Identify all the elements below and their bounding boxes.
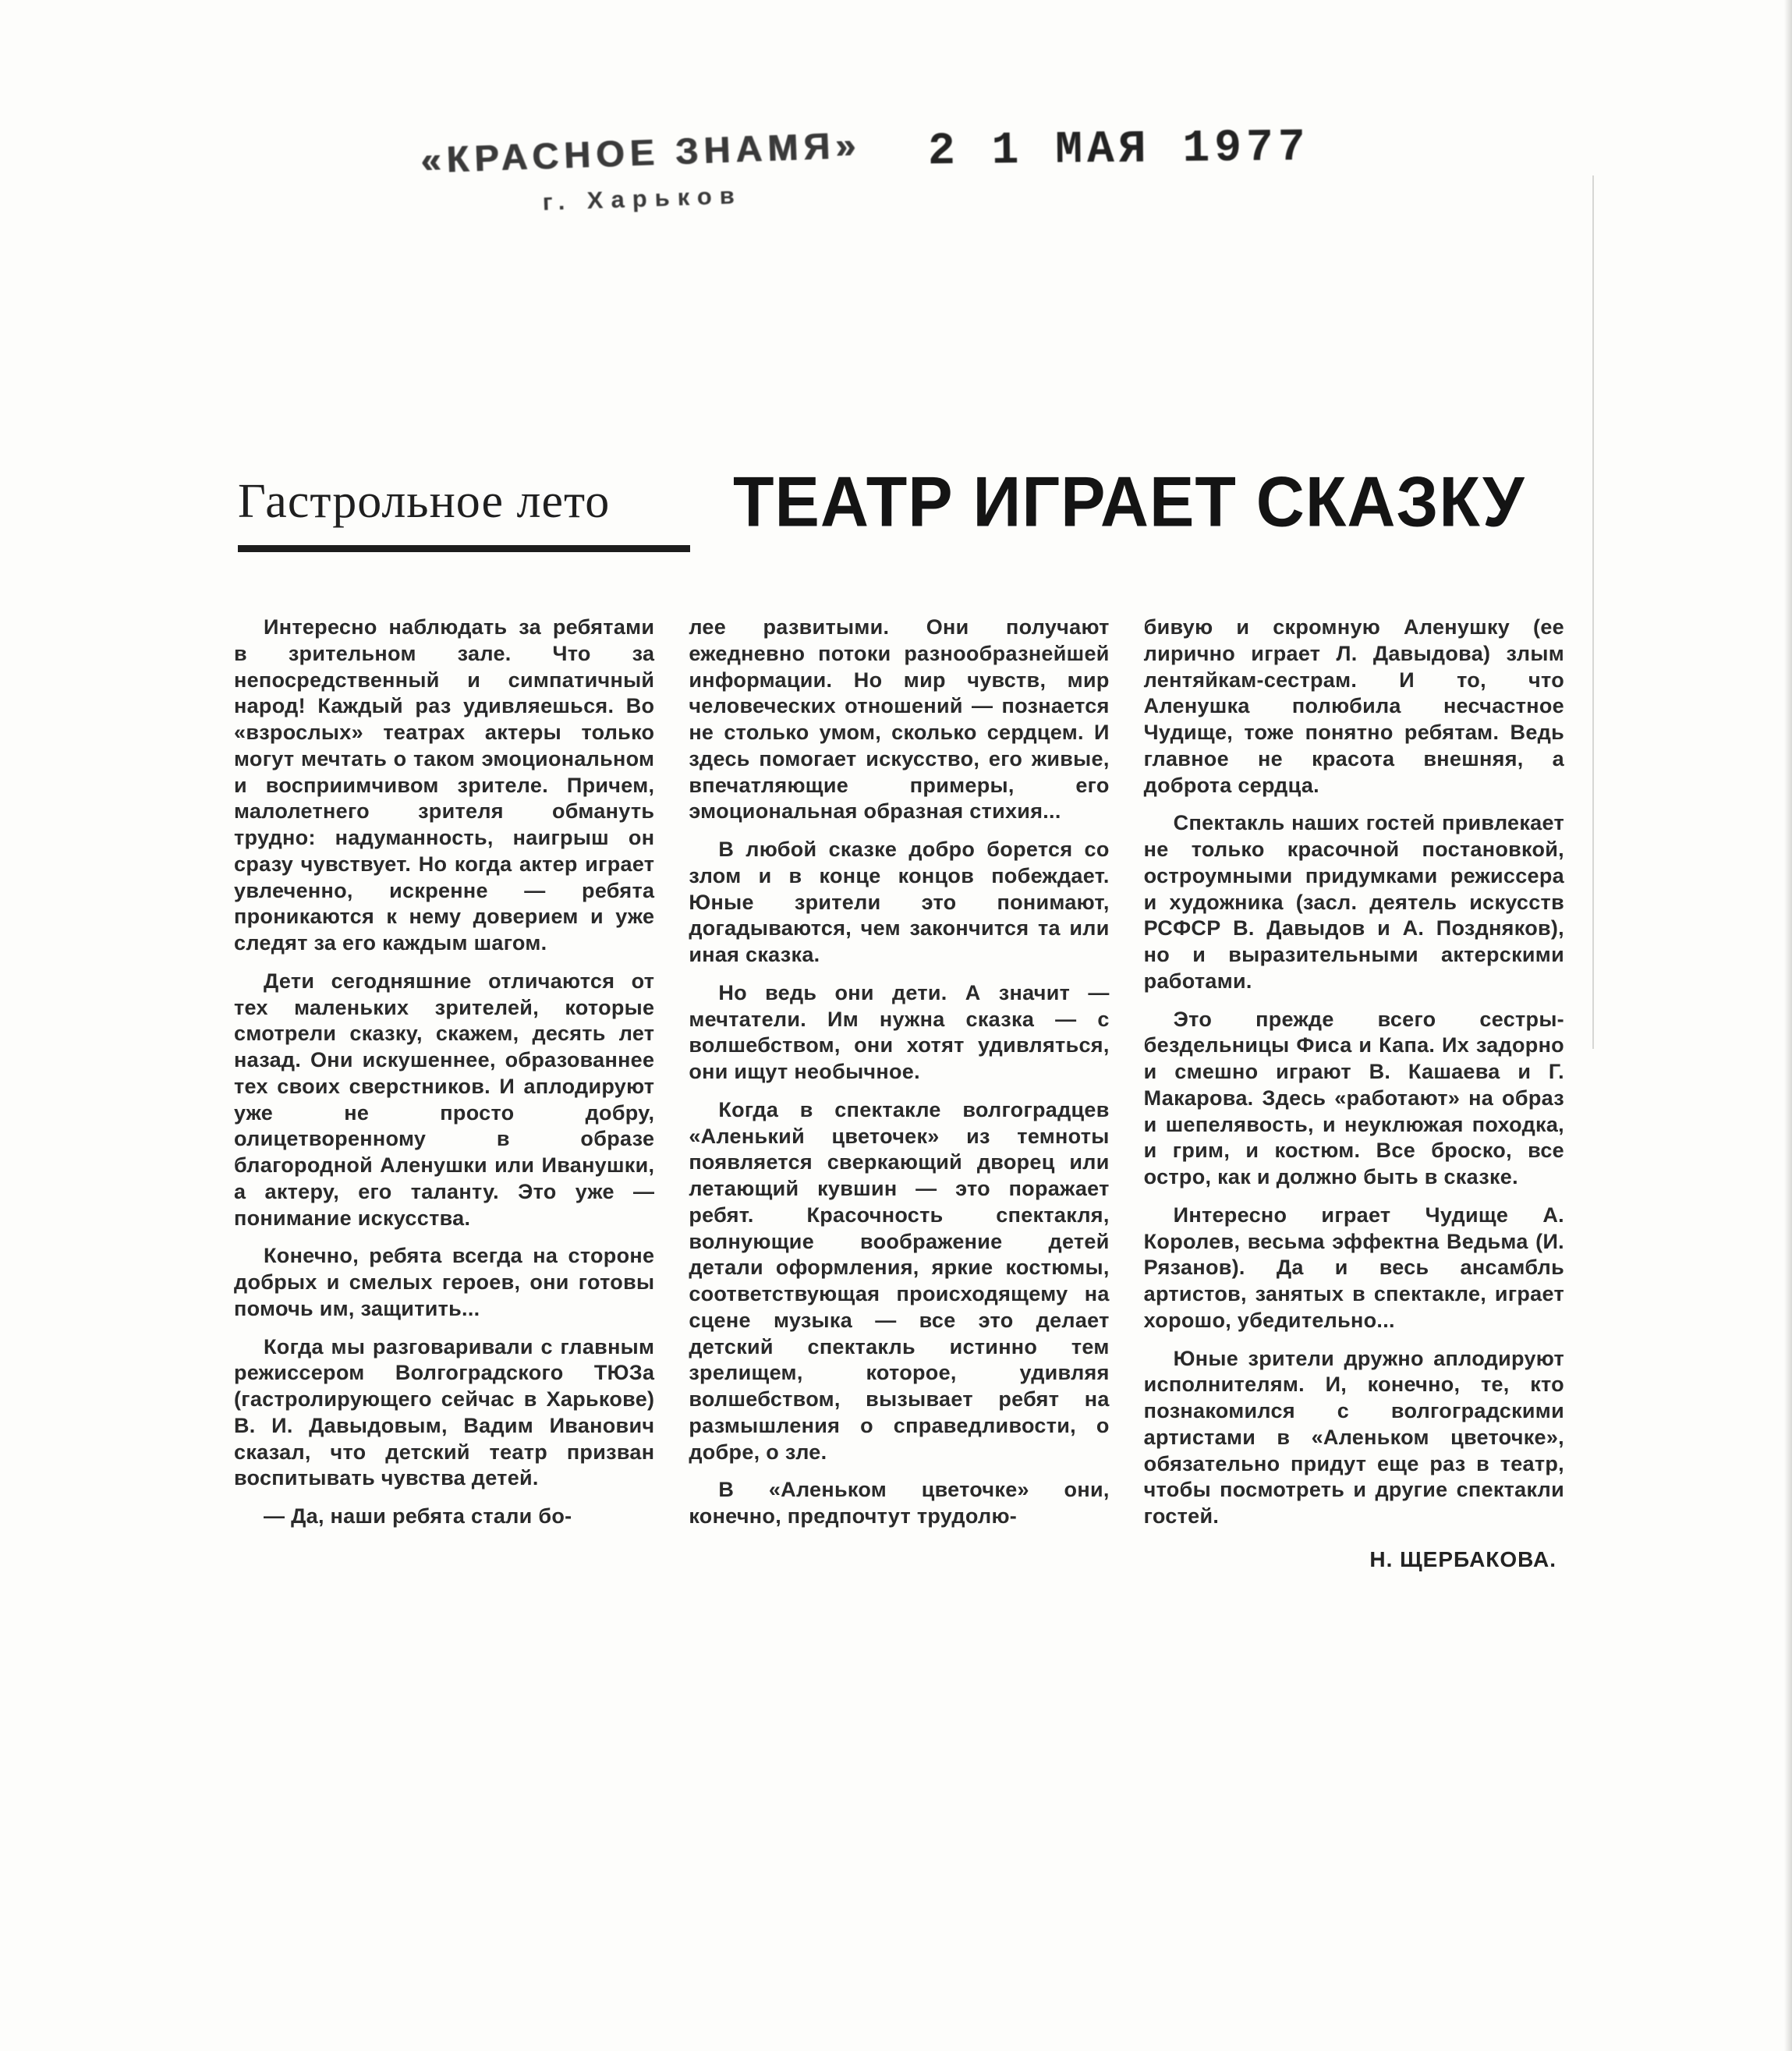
kicker-text: Гастрольное лето xyxy=(238,475,611,528)
paragraph: Когда мы разговаривали с главным режиссером Волгоградского ТЮЗа (гастролирующего сейчас в Харькове) В. И. Давыдовым, Вадим Иванович сказал, что детский театр призван воспитывать чувства детей. xyxy=(234,1334,655,1490)
paragraph: В «Аленьком цветочке» они, конечно, предпочтут трудолю- xyxy=(689,1478,1110,1528)
article-column-3 xyxy=(1144,615,1564,1572)
stamp-city: г. Харьков xyxy=(542,181,743,216)
paragraph: Юные зрители дружно аплодируют исполнителям. И, конечно, те, кто познакомился с волгоградскими артистами в «Аленьком цветочке», обязательно придут еще раз в театр, чтобы посмотреть и другие спектакли гостей. xyxy=(1143,1346,1564,1528)
paragraph: Интересно играет Чудище А. Королев, весьма эффектна Ведьма (И. Рязанов). Да и весь ансамбль артистов, занятых в спектакле, играет хорошо, убедительно... xyxy=(1143,1203,1564,1332)
section-kicker xyxy=(238,474,690,552)
paragraph: Дети сегодняшние отличаются от тех маленьких зрителей, которые смотрели сказку, скажем, десять лет назад. Они искушеннее, образованнее тех своих сверстников. И аплодируют уже не просто добру, олицетворенному в образе благородной Аленушки или Иванушки, а актеру, его таланту. Это уже — понимание искусства. xyxy=(234,969,655,1230)
paragraph: Но ведь они дети. А значит —мечтатели. Им нужна сказка — с волшебством, они хотят удивляться, они ищут необычное. xyxy=(689,980,1110,1083)
paragraph: лее развитыми. Они получают ежедневно потоки разнообразнейшей информации. Но мир чувств, мир человеческих отношений — познается не столько умом, сколько сердцем. И здесь помогает искусство, его живые, впечатляющие примеры, его эмоциональная образная стихия... xyxy=(689,615,1110,824)
article-headline: ТЕАТР ИГРАЕТ СКАЗКУ xyxy=(733,462,1525,542)
date-stamp: 2 1 МАЯ 1977 xyxy=(927,122,1310,178)
article-column-2 xyxy=(689,615,1109,1572)
article-body xyxy=(234,615,1564,1572)
paragraph: Интересно наблюдать за ребятами в зрительном зале. Что за непосредственный и симпатичный народ! Каждый раз удивляешься. Во «взрослых» театрах актеры только могут мечтать о таком эмоциональном и восприимчивом зрителе. Причем, малолетнего зрителя обмануть трудно: надуманность, наигрыш он сразу чувствует. Но когда актер играет увлеченно, искренне — ребята проникаются к нему доверием и уже следят за его каждым шагом. xyxy=(234,615,655,955)
paragraph: Конечно, ребята всегда на стороне добрых и смелых героев, они готовы помочь им, защитить... xyxy=(234,1244,655,1320)
author-byline: Н. ЩЕРБАКОВА. xyxy=(1369,1546,1556,1571)
paragraph: — Да, наши ребята стали бо- xyxy=(264,1504,572,1528)
scan-fold-line xyxy=(1592,175,1594,1049)
paragraph: бивую и скромную Аленушку (ее лирично играет Л. Давыдова) злым лентяйкам-сестрам. И то, что Аленушка полюбила несчастное Чудище, тоже понятно ребятам. Ведь главное не красота внешняя, а доброта сердца. xyxy=(1143,615,1564,797)
newspaper-name-stamp xyxy=(420,123,862,221)
paragraph: В любой сказке добро борется со злом и в конце концов побеждает. Юные зрители это понимают, догадываются, чем закончится та или иная сказка. xyxy=(689,838,1110,966)
stamp-newspaper-title: «КРАСНОЕ ЗНАМЯ» xyxy=(420,124,862,181)
article-column-1 xyxy=(234,615,654,1572)
scan-edge-shade xyxy=(1784,0,1792,2051)
paragraph: Это прежде всего сестры-бездельницы Фиса и Капа. Их задорно и смешно играют В. Кашаева и Г. Макарова. Здесь «работают» на образ и шепелявость, и неуклюжая походка, и грим, и костюм. Все броско, все остро, как и должно быть в сказке. xyxy=(1143,1007,1564,1188)
paragraph: Спектакль наших гостей привлекает не только красочной постановкой, остроумными придумками режиссера и художника (засл. деятель искусств РСФСР В. Давыдов и А. Поздняков), но и выразительными актерскими работами. xyxy=(1143,811,1564,993)
paragraph: Когда в спектакле волгоградцев «Аленький цветочек» из темноты появляется сверкающий дворец или летающий кувшин — это поражает ребят. Красочность спектакля, волнующие воображение детей детали оформления, яркие костюмы, соответствующая происходящему на сцене музыка — все это делает детский спектакль истинно тем зрелищем, которое, удивляя волшебством, вызывает ребят на размышления о справедливости, о добре, о зле. xyxy=(689,1097,1110,1464)
